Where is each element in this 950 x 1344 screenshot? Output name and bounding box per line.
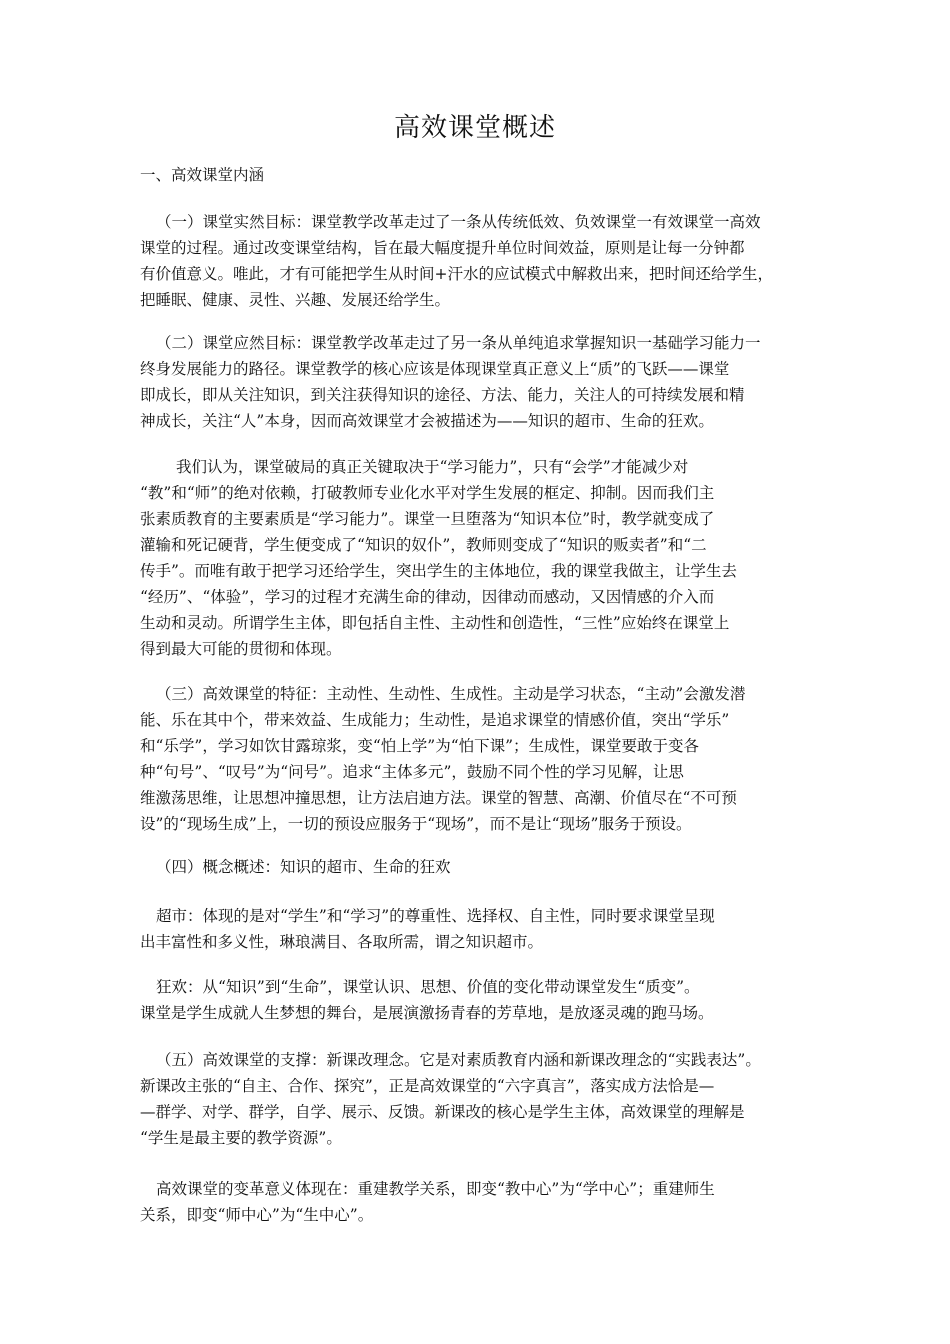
paragraph-line: 得到最大可能的贯彻和体现。 xyxy=(140,640,342,658)
paragraph-line: 课堂是学生成就人生梦想的舞台，是展演激扬青春的芳草地，是放逐灵魂的跑马场。 xyxy=(140,1004,714,1022)
paragraph-8 xyxy=(140,1047,830,1151)
paragraph-5 xyxy=(140,854,830,880)
paragraph-line: 课堂的过程。通过改变课堂结构，旨在最大幅度提升单位时间效益，原则是让每一分钟都 xyxy=(140,239,745,257)
paragraph-9 xyxy=(140,1176,830,1228)
document-title: 高效课堂概述 xyxy=(393,113,556,143)
paragraph-3 xyxy=(140,454,830,662)
paragraph-line: 新课改主张的“自主、合作、探究”，正是高效课堂的“六字真言”，落实成方法恰是— xyxy=(140,1077,715,1095)
paragraph-line: （四）概念概述：知识的超市、生命的狂欢 xyxy=(156,858,451,876)
paragraph-line: （二）课堂应然目标：课堂教学改革走过了另一条从单纯追求掌握知识一基础学习能力一 xyxy=(156,334,761,352)
paragraph-line: （三）高效课堂的特征：主动性、生动性、生成性。主动是学习状态，“主动”会激发潜 xyxy=(156,685,746,703)
paragraph-line: 张素质教育的主要素质是“学习能力”。课堂一旦堕落为“知识本位”时，教学就变成了 xyxy=(140,510,715,528)
paragraph-line: 关系，即变“师中心”为“生中心”。 xyxy=(140,1206,374,1224)
paragraph-line: 能、乐在其中个，带来效益、生成能力；生动性，是追求课堂的情感价值，突出“学乐” xyxy=(140,711,730,729)
paragraph-line: 和“乐学”，学习如饮甘露琼浆，变“怕上学”为“怕下课”；生成性，课堂要敢于变各 xyxy=(140,737,700,755)
paragraph-6 xyxy=(140,903,830,955)
paragraph-line: （五）高效课堂的支撑：新课改理念。它是对素质教育内涵和新课改理念的“实践表达”。 xyxy=(156,1051,761,1069)
paragraph-line: —群学、对学、群学，自学、展示、反馈。新课改的核心是学生主体，高效课堂的理解是 xyxy=(140,1103,745,1121)
paragraph-4 xyxy=(140,681,830,837)
paragraph-line: 生动和灵动。所谓学生主体，即包括自主性、主动性和创造性，“三性”应始终在课堂上 xyxy=(140,614,730,632)
paragraph-line: 神成长，关注“人”本身，因而高效课堂才会被描述为——知识的超市、生命的狂欢。 xyxy=(140,412,714,430)
paragraph-line: 即成长，即从关注知识，到关注获得知识的途径、方法、能力，关注人的可持续发展和精 xyxy=(140,386,745,404)
paragraph-line: 灌输和死记硬背，学生便变成了“知识的奴仆”，教师则变成了“知识的贩卖者”和“二 xyxy=(140,536,707,554)
paragraph-7 xyxy=(140,974,830,1026)
paragraph-2 xyxy=(140,330,830,434)
paragraph-line: “教”和“师”的绝对依赖，打破教师专业化水平对学生发展的框定、抑制。因而我们主 xyxy=(140,484,715,502)
paragraph-line: 维激荡思维，让思想冲撞思想，让方法启迪方法。课堂的智慧、高潮、价值尽在“不可预 xyxy=(140,789,737,807)
paragraph-line: 我们认为，课堂破局的真正关键取决于“学习能力”，只有“会学”才能减少对 xyxy=(176,458,689,476)
paragraph-line: 出丰富性和多义性，琳琅满目、各取所需，谓之知识超市。 xyxy=(140,933,544,951)
paragraph-line: 超市：体现的是对“学生”和“学习”的尊重性、选择权、自主性，同时要求课堂呈现 xyxy=(156,907,715,925)
paragraph-line: 传手”。而唯有敢于把学习还给学生，突出学生的主体地位，我的课堂我做主，让学生去 xyxy=(140,562,737,580)
paragraph-line: 种“句号”、“叹号”为“问号”。追求“主体多元”，鼓励不同个性的学习见解，让思 xyxy=(140,763,684,781)
paragraph-line: （一）课堂实然目标：课堂教学改革走过了一条从传统低效、负效课堂一有效课堂一高效 xyxy=(156,213,761,231)
paragraph-1 xyxy=(140,209,830,313)
paragraph-line: “学生是最主要的教学资源”。 xyxy=(140,1129,342,1147)
paragraph-line: 高效课堂的变革意义体现在：重建教学关系，即变“教中心”为“学中心”；重建师生 xyxy=(156,1180,715,1198)
paragraph-line: 终身发展能力的路径。课堂教学的核心应该是体现课堂真正意义上“质”的飞跃——课堂 xyxy=(140,360,730,378)
paragraph-line: 把睡眠、健康、灵性、兴趣、发展还给学生。 xyxy=(140,291,451,309)
paragraph-line: 设”的“现场生成”上，一切的预设应服务于“现场”，而不是让“现场”服务于预设。 xyxy=(140,815,692,833)
paragraph-line: 狂欢：从“知识”到“生命”，课堂认识、思想、价值的变化带动课堂发生“质变”。 xyxy=(156,978,700,996)
paragraph-line: 有价值意义。唯此，才有可能把学生从时间+汗水的应试模式中解救出来，把时间还给学生， xyxy=(140,265,773,283)
section-heading: 一、高效课堂内涵 xyxy=(140,166,265,184)
paragraph-line: “经历”、“体验”，学习的过程才充满生命的律动，因律动而感动，又因情感的介入而 xyxy=(140,588,715,606)
